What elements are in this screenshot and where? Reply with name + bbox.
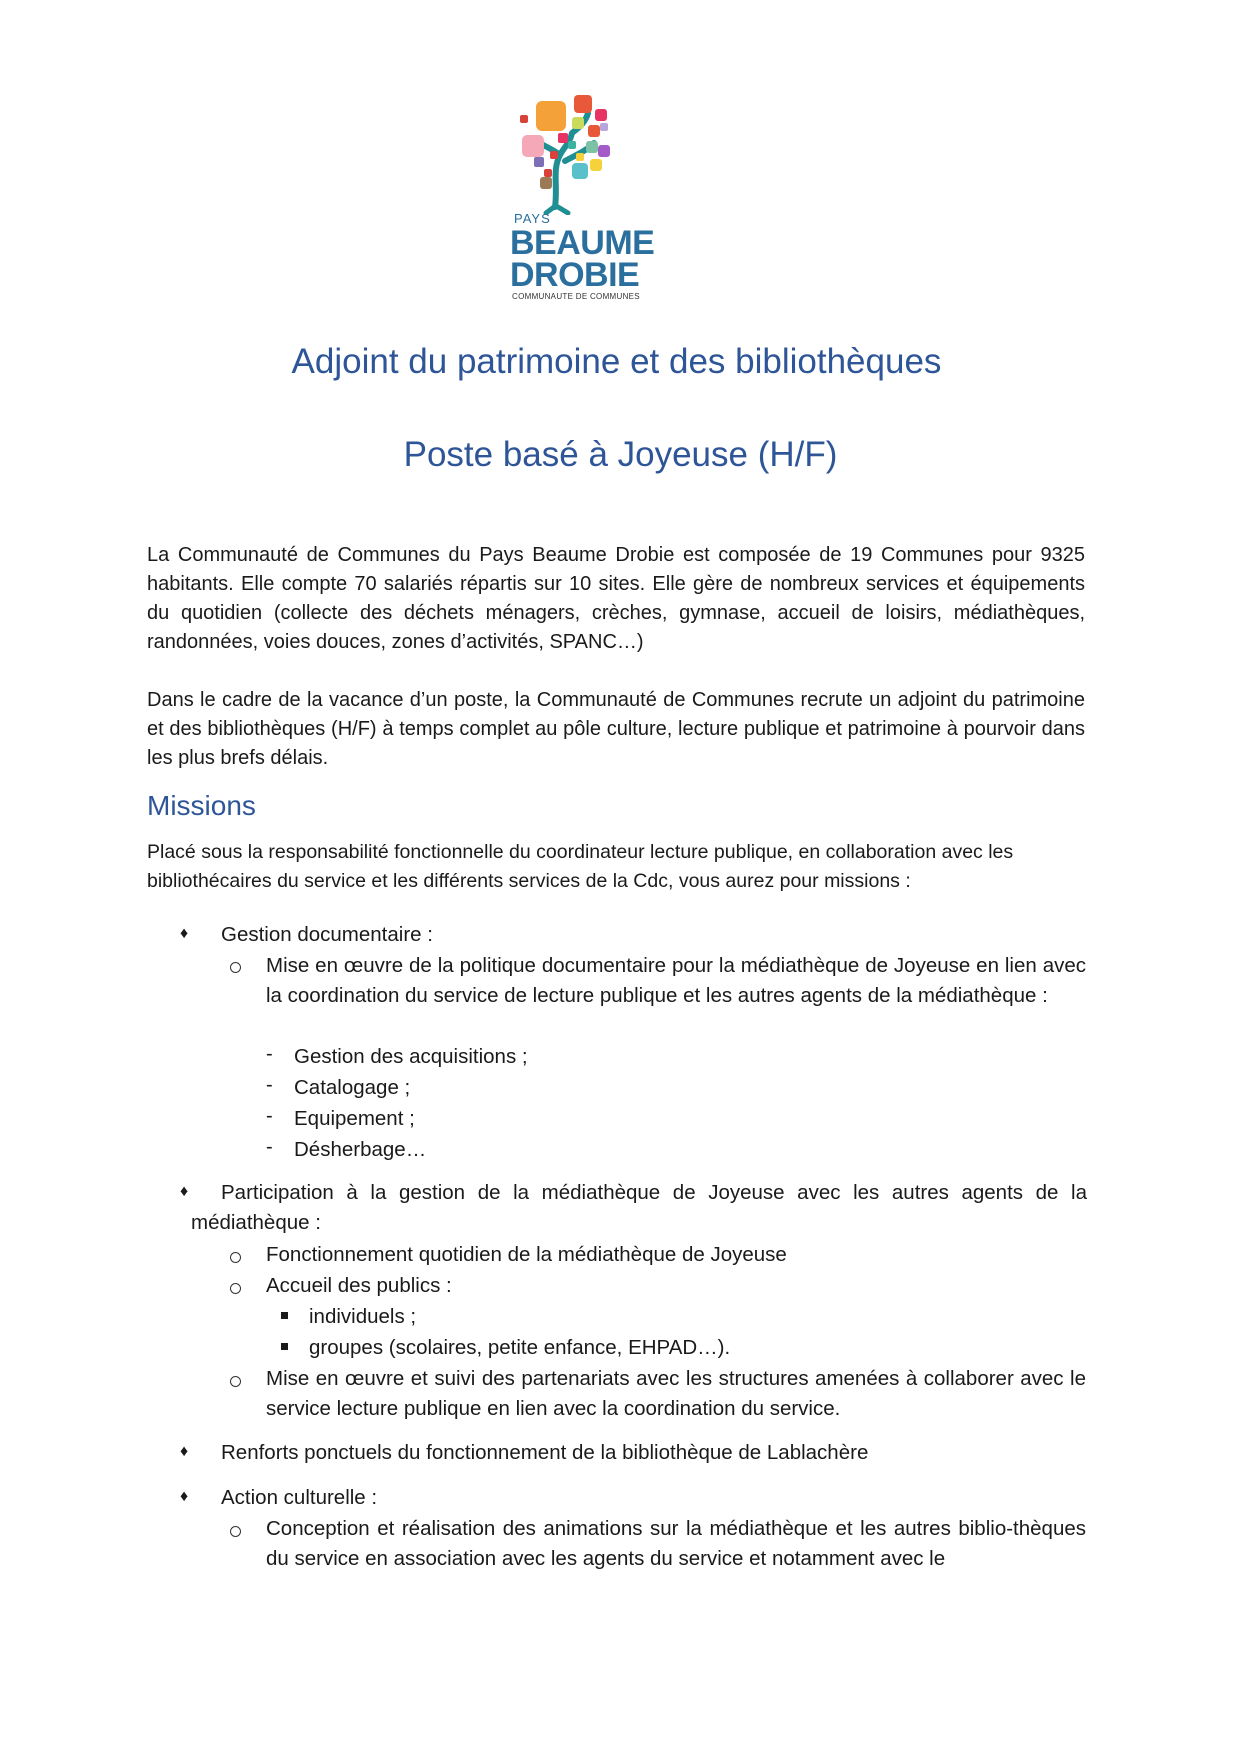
mission-square-item: groupes (scolaires, petite enfance, EHPAD…).: [309, 1336, 731, 1359]
circle-bullet-icon: [230, 1376, 241, 1387]
dash-bullet-icon: -: [266, 1136, 273, 1158]
diamond-bullet-icon: ♦: [180, 1183, 189, 1200]
circle-bullet-icon: [230, 1252, 241, 1263]
tree-logo-icon: [510, 95, 660, 215]
mission-subitem: Mise en œuvre et suivi des partenariats avec les structures amenées à collaborer avec le service lecture publique en lien avec la coordination du service.: [266, 1367, 1086, 1420]
mission-item-label: Action culturelle :: [221, 1486, 378, 1509]
dash-bullet-icon: -: [266, 1043, 273, 1065]
logo: [510, 95, 660, 305]
mission-item-label: Gestion documentaire :: [221, 923, 433, 946]
mission-subitem: Mise en œuvre de la politique documentaire pour la médiathèque de Joyeuse en lien avec la coordination du service de lecture publique et les autres agents de la médiathèque :: [266, 954, 1086, 1007]
mission-dash-item: Equipement ;: [294, 1107, 415, 1130]
circle-bullet-icon: [230, 1283, 241, 1294]
mission-item-label: Renforts ponctuels du fonctionnement de la bibliothèque de Lablachère: [221, 1441, 869, 1464]
intro-paragraph: La Communauté de Communes du Pays Beaume Drobie est composée de 19 Communes pour 9325 habitants. Elle compte 70 salariés répartis sur 10 sites. Elle gère de nombreux services et équipements du quotidien (collecte des déchets ménagers, crèches, gymnase, accueil de loisirs, médiathèques, randonnées, voies douces, zones d’activités, SPANC…): [147, 544, 1085, 653]
section-heading-missions: Missions: [147, 790, 256, 821]
mission-dash-item: Désherbage…: [294, 1138, 427, 1161]
mission-dash-item: Catalogage ;: [294, 1076, 411, 1099]
logo-beaume: BEAUME: [510, 224, 655, 262]
mission-subitem: Conception et réalisation des animations sur la médiathèque et les autres biblio-thèques du service en association avec les agents du service et notamment avec le: [266, 1517, 1086, 1570]
mission-subitem: Fonctionnement quotidien de la médiathèque de Joyeuse: [266, 1243, 787, 1266]
mission-dash-item: Gestion des acquisitions ;: [294, 1045, 528, 1068]
logo-drobie: DROBIE: [510, 256, 640, 294]
mission-subitem: Accueil des publics :: [266, 1274, 452, 1297]
dash-bullet-icon: -: [266, 1074, 273, 1096]
logo-subtitle: COMMUNAUTE DE COMMUNES: [512, 292, 640, 301]
intro-paragraph: Dans le cadre de la vacance d’un poste, la Communauté de Communes recrute un adjoint du patrimoine et des bibliothèques (H/F) à temps complet au pôle culture, lecture publique et patrimoine à pourvoir dans les plus brefs délais.: [147, 689, 1085, 769]
missions-intro: Placé sous la responsabilité fonctionnelle du coordinateur lecture publique, en collaboration avec les bibliothécaires du service et les différents services de la Cdc, vous aurez pour missions :: [147, 841, 1014, 892]
dash-bullet-icon: -: [266, 1105, 273, 1127]
page-subtitle: Poste basé à Joyeuse (H/F): [403, 435, 838, 474]
mission-item-label: Participation à la gestion de la médiathèque de Joyeuse avec les autres agents de la médiathèque :: [191, 1181, 1087, 1234]
page-title: Adjoint du patrimoine et des bibliothèques: [291, 342, 942, 381]
circle-bullet-icon: [230, 1526, 241, 1537]
square-bullet-icon: [281, 1343, 288, 1350]
mission-square-item: individuels ;: [309, 1305, 417, 1328]
circle-bullet-icon: [230, 962, 241, 973]
square-bullet-icon: [281, 1312, 288, 1319]
diamond-bullet-icon: ♦: [180, 925, 189, 942]
diamond-bullet-icon: ♦: [180, 1443, 189, 1460]
diamond-bullet-icon: ♦: [180, 1488, 189, 1505]
logo-pays: PAYS: [514, 211, 551, 226]
